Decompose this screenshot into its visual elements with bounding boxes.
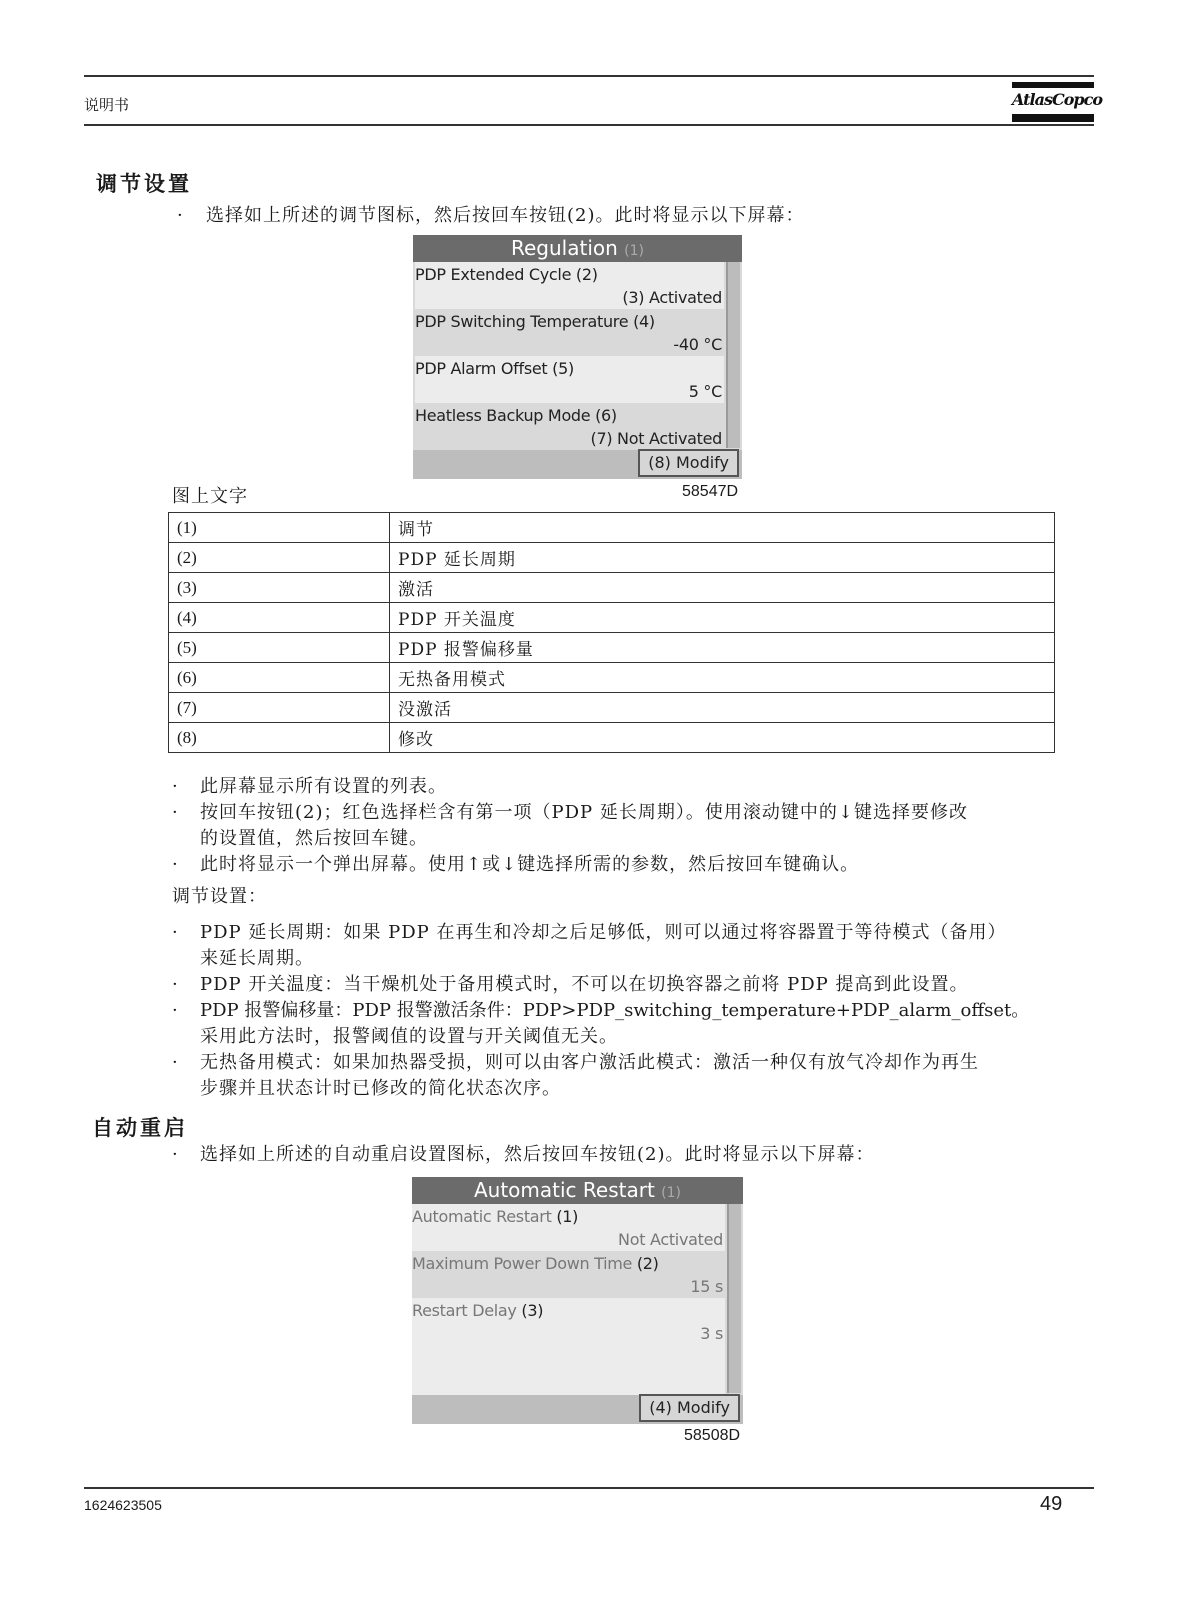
setting-row[interactable]: [412, 1251, 725, 1298]
legend-text: 修改: [390, 723, 1055, 753]
scrollbar[interactable]: [727, 1204, 741, 1393]
screen-footer: [412, 1395, 743, 1424]
table-row: [169, 723, 1055, 753]
setting-label: Restart Delay (3): [412, 1301, 544, 1320]
bullet-dot: ·: [172, 1000, 178, 1021]
legend-num: (8): [169, 723, 390, 753]
legend-num: (4): [169, 603, 390, 633]
setting-value: (7) Not Activated: [590, 429, 722, 448]
legend-text: 没激活: [390, 693, 1055, 723]
legend-caption: 图上文字: [172, 486, 248, 507]
table-row: [169, 543, 1055, 573]
bullet-dot: ·: [172, 776, 178, 797]
table-row: [169, 573, 1055, 603]
setting-value: 15 s: [690, 1277, 723, 1296]
screen-footer: [413, 450, 742, 479]
header-rule-bottom: [84, 124, 1094, 126]
setting-row[interactable]: [415, 356, 724, 403]
footer-rule: [84, 1487, 1094, 1489]
legend-num: (7): [169, 693, 390, 723]
bullet-dot: ·: [177, 205, 183, 226]
bullet-text-cont: 采用此方法时，报警阈值的设置与开关阈值无关。: [200, 1026, 618, 1047]
modify-button[interactable]: (4) Modify: [639, 1394, 740, 1422]
screen-title: [412, 1177, 743, 1204]
legend-num: (5): [169, 633, 390, 663]
empty-row: [412, 1345, 725, 1395]
setting-row[interactable]: [415, 403, 724, 450]
logo-text: AtlasCopco: [1012, 90, 1102, 109]
table-row: [169, 693, 1055, 723]
setting-value: 3 s: [700, 1324, 723, 1343]
header-rule-top: [84, 75, 1094, 77]
screen-title-text: Regulation: [511, 236, 618, 260]
bullet-text: PDP 开关温度：当干燥机处于备用模式时，不可以在切换容器之前将 PDP 提高到此设置。: [200, 974, 969, 995]
setting-label: Automatic Restart (1): [412, 1207, 579, 1226]
bullet-text: 此屏幕显示所有设置的列表。: [200, 776, 447, 797]
legend-num: (6): [169, 663, 390, 693]
legend-text: 激活: [390, 573, 1055, 603]
legend-text: PDP 延长周期: [390, 543, 1055, 573]
section-heading-auto-restart: 自动重启: [92, 1116, 188, 1140]
legend-num: (2): [169, 543, 390, 573]
bullet-text: 无热备用模式：如果加热器受损，则可以由客户激活此模式：激活一种仅有放气冷却作为再生: [200, 1052, 979, 1073]
bullet-text-cont: 的设置值，然后按回车键。: [200, 828, 428, 849]
setting-row[interactable]: [412, 1204, 725, 1251]
screen-title-num: (1): [624, 243, 644, 259]
bullet-text: 此时将显示一个弹出屏幕。使用↑或↓键选择所需的参数，然后按回车键确认。: [200, 854, 860, 875]
figure-code: 58547D: [682, 483, 739, 500]
setting-label: PDP Extended Cycle (2): [415, 265, 598, 284]
table-row: [169, 603, 1055, 633]
setting-value: (3) Activated: [622, 288, 722, 307]
screen-title-num: (1): [661, 1185, 681, 1201]
section2-intro: 选择如上所述的自动重启设置图标，然后按回车按钮(2)。此时将显示以下屏幕：: [200, 1144, 875, 1165]
bullet-text: PDP 报警偏移量：PDP 报警激活条件：PDP>PDP_switching_temperature+PDP_alarm_offset。: [200, 1000, 1030, 1021]
setting-label: PDP Switching Temperature (4): [415, 312, 655, 331]
setting-label: Heatless Backup Mode (6): [415, 406, 617, 425]
bullet-text: 按回车按钮(2)；红色选择栏含有第一项（PDP 延长周期）。使用滚动键中的↓键选择要修改: [200, 802, 968, 823]
table-row: [169, 633, 1055, 663]
section1-intro: 选择如上所述的调节图标，然后按回车按钮(2)。此时将显示以下屏幕：: [206, 205, 805, 226]
screen-title: [413, 235, 742, 262]
bullet-dot: ·: [172, 854, 178, 875]
figure-code: 58508D: [684, 1427, 741, 1444]
setting-label: PDP Alarm Offset (5): [415, 359, 574, 378]
setting-value: -40 °C: [673, 335, 722, 354]
scrollbar[interactable]: [726, 262, 740, 448]
bullet-dot: ·: [172, 922, 178, 943]
doc-number: 1624623505: [84, 1497, 162, 1513]
bullet-text-cont: 步骤并且状态计时已修改的简化状态次序。: [200, 1078, 561, 1099]
bullet-dot: ·: [172, 802, 178, 823]
legend-table: [168, 512, 1055, 753]
regulation-screen: [413, 235, 742, 479]
section-heading-regulation: 调节设置: [96, 172, 192, 196]
table-row: [169, 663, 1055, 693]
legend-text: PDP 报警偏移量: [390, 633, 1055, 663]
bullet-text: PDP 延长周期：如果 PDP 在再生和冷却之后足够低，则可以通过将容器置于等待模式（备用）: [200, 922, 1007, 943]
bullet-text-cont: 来延长周期。: [200, 948, 314, 969]
legend-text: 无热备用模式: [390, 663, 1055, 693]
setting-value: Not Activated: [618, 1230, 723, 1249]
screen-title-text: Automatic Restart: [473, 1178, 655, 1202]
setting-label: Maximum Power Down Time (2): [412, 1254, 659, 1273]
legend-text: 调节: [390, 513, 1055, 543]
bullet-dot: ·: [172, 1144, 178, 1165]
setting-row[interactable]: [415, 262, 724, 309]
bullet-dot: ·: [172, 1052, 178, 1073]
page-number: 49: [1040, 1493, 1063, 1515]
legend-num: (3): [169, 573, 390, 603]
legend-num: (1): [169, 513, 390, 543]
modify-button[interactable]: (8) Modify: [638, 449, 739, 477]
table-row: [169, 513, 1055, 543]
legend-text: PDP 开关温度: [390, 603, 1055, 633]
atlas-copco-logo: [1012, 82, 1102, 124]
setting-row[interactable]: [412, 1298, 725, 1345]
setting-row[interactable]: [415, 309, 724, 356]
doc-label: 说明书: [84, 96, 130, 114]
setting-value: 5 °C: [688, 382, 722, 401]
bullet-dot: ·: [172, 974, 178, 995]
settings-label: 调节设置：: [172, 886, 267, 907]
automatic-restart-screen: [412, 1177, 743, 1424]
